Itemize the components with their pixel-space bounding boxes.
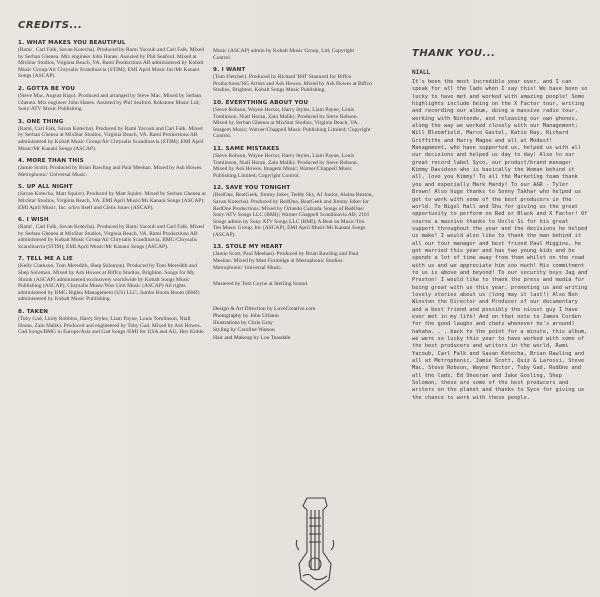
track-credit bbox=[213, 185, 373, 238]
credits-column-left bbox=[18, 20, 206, 342]
track-title: 10. EVERYTHING ABOUT YOU bbox=[213, 99, 309, 106]
track-body: (Rami, Carl Falk, Savan Kotecha). Produced by Rami Yacoub and Carl Falk. Mixed by Serban Ghenea at MixStar Studios, Virginia Beach, VA. Rami Productions AB administered by Kobalt Music Group/Air Chrysalis Scandinavia (STIM); EMI April Music/Mr Kanani Songs (ASCAP). bbox=[18, 125, 204, 152]
track-body: (Steve Robson, Wayne Hector, Harry Styles, Liam Payne, Louis Tomlinson, Niall Horan, Zain Malik). Produced by Steve Robson. Mixed by Ash Howes. Imagem Music; Warner/Chappell Music Publishing Limited; Copyright Control. bbox=[213, 152, 359, 179]
track-credit bbox=[18, 86, 206, 113]
track-credit bbox=[18, 184, 206, 211]
thanks-column bbox=[412, 48, 591, 402]
track-title: 8. TAKEN bbox=[18, 309, 49, 316]
track-body: (Steve Mac, August Rigo). Produced and arranged by Steve Mac. Mixed by Serban Ghenea. Mix engineer John Hanes. Assisted by Phil Seaford. Rokstone Music Ltd; Sony/ATV Music Publishing. bbox=[18, 92, 202, 113]
track-credit bbox=[213, 67, 373, 94]
track-title: 13. STOLE MY HEART bbox=[213, 244, 283, 251]
guitar-logo-icon bbox=[285, 490, 345, 595]
track-credit bbox=[18, 40, 206, 80]
track-body: (Steve Robson, Wayne Hector, Harry Styles, Liam Payne, Louis Tomlinson, Niall Horan, Zain Malik). Produced by Steve Robson. Mixed by Serban Ghenea at MixStar Studios, Virginia Beach, VA. Imagem Music; Warner/Chappell Music Publishing Limited; Copyright Control. bbox=[213, 106, 371, 140]
track-body: (Kelly Clarkson, Tom Meredith, Shep Solomon). Produced by Tom Meredith and Shep Solomon. Mixed by Ash Howes at Biffco Studios, Brighton. Songs for My Shrink (ASCAP) administered exclusively worldwide by Kobalt Songs Music Publishing (ASCAP); Chrysalis Music/Wax Unit Music (ASCAP) All rights administered by BMG Rights Management (US) LLC; Jumbo Boom Boom (BMI) administered by Kobalt Music Publishing. bbox=[18, 263, 200, 303]
track-body: (RedOne, BeatGeek, Jimmy Joker, Teddy Sky, AJ Junior, Alaina Beaton, Savan Kotecha). Produced by RedOne, BeatGeek and Jimmy Joker for RedOne Productions. Mixed by Orlando Calzada. Songs of RedOne/ Sony/ATV Songs LLC (BMI); Warner Chappell Scandinavia AB; 2101 Songs admin by Sony ATV Songs LLC (BMI); A Beat on Music/Ten Ten Music Group, Inc (ASCAP); EMI April Music/Mr Kanani Songs (ASCAP). bbox=[213, 192, 373, 238]
track-credit bbox=[18, 119, 206, 152]
track-title: 7. TELL ME A LIE bbox=[18, 256, 73, 263]
credits-heading: CREDITS... bbox=[18, 20, 83, 31]
design-credit-line: Design & Art Direction by LoveCreative.com bbox=[213, 305, 316, 312]
track-body: (Toby Gad, Lindy Robbins, Harry Styles, Liam Payne, Louis Tomlinson, Niall Horan, Zain Malik). Produced and engineered by Toby Gad. Mixed by Ash Howes. Gad Songs/BMG in Europe/Asia and Gad Songs /EMI for USA and AU; Hey Kiddo bbox=[18, 316, 204, 336]
track-title: 3. ONE THING bbox=[18, 118, 64, 125]
track-credit bbox=[18, 309, 206, 336]
track-title: 1. WHAT MAKES YOU BEAUTIFUL bbox=[18, 40, 126, 46]
mastered-credit: Mastered by Tom Coyne at Sterling Sound. bbox=[213, 281, 309, 288]
thanks-author-name: NIALL bbox=[412, 69, 431, 76]
design-credit-line: Styling by Caroline Watson bbox=[213, 327, 275, 334]
track-credit bbox=[18, 217, 206, 250]
track-title: 11. SAME MISTAKES bbox=[213, 145, 280, 152]
track-credit bbox=[213, 146, 373, 179]
track-body: (Savan Kotecha, Matt Squire). Produced by Matt Squire. Mixed by Serban Ghenea at MixStar Studios, Virginia Beach, VA. EMI April Music/Mr Kanani Songs (ASCAP); EMI April Music, Inc. o/b/o Itself and Cletis Jones (ASCAP). bbox=[18, 191, 206, 211]
track-credit bbox=[18, 158, 206, 178]
credits-column-middle bbox=[213, 48, 373, 342]
design-credits bbox=[213, 306, 373, 342]
track-credit bbox=[213, 100, 373, 140]
design-credit-line: Hair and Makeup by Lou Teasdale bbox=[213, 334, 291, 341]
track-title: 6. I WISH bbox=[18, 217, 49, 224]
track-body: (Tom Fletcher). Produced by Richard 'Biff' Stannard for Biffco Productions/365 Artists and Ash Howes. Mixed by Ash Howes at Biffco Studios, Brighton. Kobalt Songs Music Publishing. bbox=[213, 74, 372, 94]
track-body: (Rami , Carl Falk, Savan Kotecha). Produced by Rami Yacoub and Carl Falk. Mixed by Serban Ghenea. Mix engineer John Hanes. Assisted by Phil Seaford. Mixed at MixStar Studios, Virginia Beach, VA. Rami Productions AB administered by Kobalt Music Group/Air Chrysalis Scandinavia (STIM); EMI April Music Inc/Mr Kanani Songs (ASCAP). bbox=[18, 47, 205, 80]
track-title: 4. MORE THAN THIS bbox=[18, 158, 84, 165]
track-credit bbox=[213, 244, 373, 271]
thanks-message: It's been the most incredible year ever, and I can speak for all the lads when I say this! We have been so lucky to have met and worked with amazing people! Some highlights include being on the X Factor tour, writing and recording our album, doing a massive radio tour, working with Nintendo, and releasing our own phones, along the way we worked closely with our Management; Will Bloomfield, Marco Gastel, Katie Ray, Richard Griffiths and Harry Magee and all at Modest! Management, who have supported us, helped us with all our decisions and helped us day to day! Also to our great record label Syco, our product/brand manager Kimmy Davidson who is basically the Woman behind it all, love you Kimmy! To all the Marketing team thank you and especially Mark Hardy! To our A&R - Tyler Brown! Also huge thanks to Sonny Takhar who helped us get to work with some of the best producers in the world. To Nigel Hall and Shu for giving us the great opportunity to perform on Red or Black and X Factor! Of course a massive thanks to Uncle Si for his great support throughout the year and the decisions he helped us make! I would also like to thank the man behind it all our tour manager and best friend Paul Higgins, he got married this year and has two young kids and he spends a lot of time away from them whilst on the road with us and we appreciate him soo much! His commitment to us is above and beyond! To our security boys Jag and Preston! I would like to thank the press and media for being great with us this year, promoting us and writing lovely stories about us (long may it last!) Also Ben Winston the Director and Producer of our documentary and a best friend and possibly the nicest guy I have ever met in my life! And on that note to James Corden for the good laughs and chats whenever he's around! hahaha. . . back to the point for a minute, this album, we were so lucky this year to have worked with some of the best producers and writers in the world, Rami Yacoub, Carl Falk and Savan Kotecha, Brian Rawling and all at Metrophonic, Jamie Scott, Quiz & Larossi, Steve Mac, Steve Robson, Wayne Hector, Toby Gad, RedOne and all the lads, Ed Sheeran and Jake Gosling, Shep Solomon, these are some of the best producers and writers on the planet and thanks to Syco for giving us the chance to work with these people. bbox=[412, 79, 591, 401]
track-body: (Jamie Scott, Paul Meehan). Produced by Brian Rawling and Paul Meehan. Mixed by Matt Furmidge at Metrophonic Studios. Metrophonic/ Universal Music. bbox=[213, 251, 359, 271]
design-credit-line: Photography by John Urbano bbox=[213, 313, 279, 320]
design-credit-line: Illustrations by Chris Gray bbox=[213, 320, 273, 327]
track-title: 9. I WANT bbox=[213, 67, 246, 74]
track-body: (Rami , Carl Falk, Savan Kotecha). Produced by Rami Yacoub and Carl Falk. Mixed by Serban Ghenea at MixStar Studios, Virginia Beach, VA. Rami Productions AB administered by Kobalt Music Group/Air Chrysalis Scandinavia, BMG/Chrysalis Scandinavia (STIM); EMI April Music/Mr Kanani Songs (ASCAP). bbox=[18, 224, 205, 250]
track-title: 12. SAVE YOU TONIGHT bbox=[213, 185, 291, 192]
track-body-continued: Music (ASCAP) admin by Kobalt Music Group, Ltd; Copyright Control. bbox=[213, 48, 355, 61]
track-title: 5. UP ALL NIGHT bbox=[18, 184, 73, 191]
track-title: 2. GOTTA BE YOU bbox=[18, 85, 76, 92]
track-body: (Jamie Scott). Produced by Brian Rawling and Paul Meehan. Mixed by Ash Howes. Metrophonic/ Universal Music. bbox=[18, 165, 203, 178]
thanks-heading: THANK YOU... bbox=[412, 48, 496, 59]
track-credit bbox=[18, 256, 206, 303]
